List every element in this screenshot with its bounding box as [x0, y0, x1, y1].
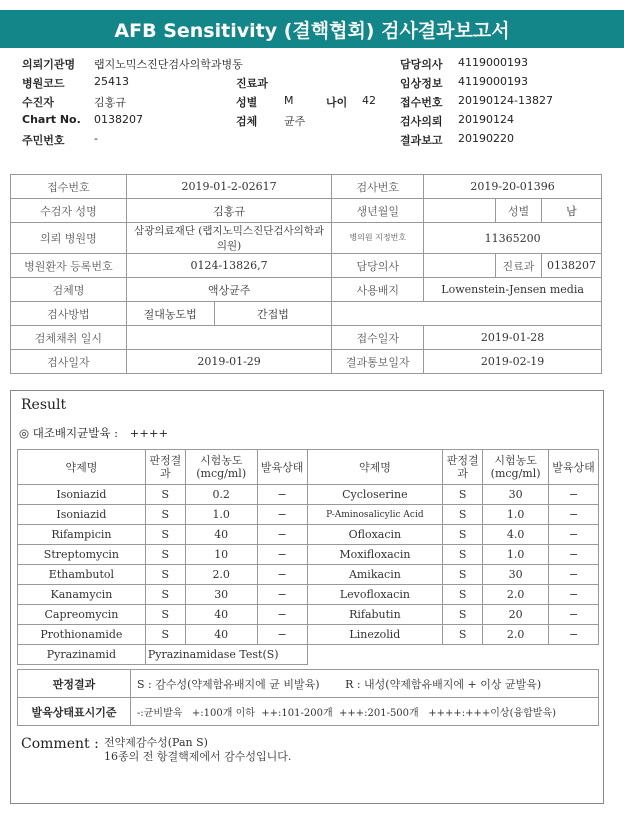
resident-no-label: 주민번호: [22, 134, 65, 147]
collection-value: [126, 326, 332, 350]
drug-left: Rifampicin: [18, 525, 146, 545]
growth-right: −: [549, 565, 599, 585]
clinical-info-value: 4119000193: [458, 75, 528, 88]
drug-left: Isoniazid: [18, 505, 146, 525]
drug-left: Ethambutol: [18, 565, 146, 585]
drug-susceptibility-table: [17, 449, 599, 665]
reported-value: 2019-02-19: [424, 350, 602, 374]
institution-label: 의뢰기관명: [22, 58, 76, 71]
judge-left: S: [145, 605, 185, 625]
age-value: 42: [362, 94, 376, 107]
growth-right: −: [549, 505, 599, 525]
judge-right: S: [443, 545, 483, 565]
growth-left: −: [257, 485, 307, 505]
drug-left: Capreomycin: [18, 605, 146, 625]
hospital-label: 의뢰 병원명: [11, 223, 127, 254]
conc-right: 1.0: [483, 545, 549, 565]
chart-no-value: 0138207: [94, 113, 143, 126]
receipt-no-value: 2019-01-2-02617: [126, 175, 332, 199]
conc-left: 40: [185, 525, 257, 545]
tested-label: 검사일자: [11, 350, 127, 374]
result-report-label: 결과보고: [400, 134, 443, 147]
drug-right: Cycloserine: [307, 485, 443, 505]
drug-row: [18, 505, 599, 525]
doctor-label: 담당의사: [332, 254, 424, 278]
conc-right: 4.0: [483, 525, 549, 545]
control-culture: [19, 425, 168, 441]
judge-left: S: [145, 525, 185, 545]
comment-line-2: 16종의 전 항결핵제에서 감수성입니다.: [104, 750, 292, 763]
department-label: 진료과: [236, 77, 268, 90]
medium-value: Lowenstein-Jensen media: [424, 278, 602, 302]
reported-label: 결과통보일자: [332, 350, 424, 374]
specimen-value: 균주: [284, 115, 306, 128]
drug-row: [18, 605, 599, 625]
sex-label: 성별: [236, 96, 258, 109]
drug-left: Isoniazid: [18, 485, 146, 505]
growth-left: −: [257, 585, 307, 605]
doctor-value: 4119000193: [458, 56, 528, 69]
receipt-no-value: 20190124-13827: [458, 94, 553, 107]
legend-judge-r: R : 내성(약제함유배지에 + 이상 균발육): [345, 677, 542, 691]
patient-info-table: [10, 174, 602, 374]
conc-right: 20: [483, 605, 549, 625]
growth-left: −: [257, 605, 307, 625]
drug-row: [18, 545, 599, 565]
legend-growth-value: -:균비발육 +:100개 이하 ++:101-200개 +++:201-500개 ++++:+++이상(융합발육): [131, 698, 599, 726]
dept-value: 0138207: [541, 254, 601, 278]
method-indirect: 간접법: [214, 302, 332, 326]
drug-row: [18, 485, 599, 505]
drug-right: Ofloxacin: [307, 525, 443, 545]
patient-reg-value: 0124-13826,7: [126, 254, 332, 278]
comment-line-1: 전약제감수성(Pan S): [104, 736, 208, 749]
drug-row: [18, 525, 599, 545]
growth-right: −: [549, 605, 599, 625]
hospital-code-label: 병의원 지정번호: [332, 223, 424, 254]
drug-row: [18, 585, 599, 605]
test-no-value: 2019-20-01396: [424, 175, 602, 199]
col-growth-left: 발육상태: [257, 450, 307, 485]
judge-left: S: [145, 625, 185, 645]
growth-right: −: [549, 585, 599, 605]
institution-value: 랩지노믹스진단검사의학과병동: [94, 58, 243, 71]
judge-right: S: [443, 525, 483, 545]
judge-right: S: [443, 585, 483, 605]
sex-value: 남: [541, 199, 601, 223]
drug-right: Levofloxacin: [307, 585, 443, 605]
doctor-label: 담당의사: [400, 58, 443, 71]
receipt-no-label: 접수번호: [11, 175, 127, 199]
conc-left: 2.0: [185, 565, 257, 585]
conc-left: 1.0: [185, 505, 257, 525]
birth-value: [424, 199, 496, 223]
hospital-code-label: 병원코드: [22, 77, 65, 90]
col-conc-right: 시험농도(mcg/ml): [483, 450, 549, 485]
drug-right: Amikacin: [307, 565, 443, 585]
legend-judge-label: 판정결과: [18, 670, 131, 698]
dept-label: 진료과: [496, 254, 542, 278]
judge-left: S: [145, 565, 185, 585]
specimen-label: 검체명: [11, 278, 127, 302]
growth-right: −: [549, 525, 599, 545]
sex-value: M: [284, 94, 294, 107]
patient-reg-label: 병원환자 등록번호: [11, 254, 127, 278]
medium-label: 사용배지: [332, 278, 424, 302]
result-report-value: 20190220: [458, 132, 514, 145]
conc-left: 0.2: [185, 485, 257, 505]
test-no-label: 검사번호: [332, 175, 424, 199]
specimen-value: 액상균주: [126, 278, 332, 302]
legend-table: [17, 669, 599, 726]
result-section: [10, 390, 604, 804]
pza-drug: Pyrazinamid: [18, 645, 146, 665]
patient-value: 김홍규: [94, 96, 126, 109]
name-label: 수검자 성명: [11, 199, 127, 223]
col-conc-left: 시험농도(mcg/ml): [185, 450, 257, 485]
received-label: 접수일자: [332, 326, 424, 350]
name-value: 김홍규: [126, 199, 332, 223]
control-culture-value: ++++: [129, 426, 169, 440]
drug-right: Linezolid: [307, 625, 443, 645]
conc-right: 30: [483, 565, 549, 585]
col-growth-right: 발육상태: [549, 450, 599, 485]
tested-value: 2019-01-29: [126, 350, 332, 374]
method-label: 검사방법: [11, 302, 127, 326]
legend-judge-values: [131, 670, 599, 698]
conc-right: 2.0: [483, 625, 549, 645]
resident-no-value: -: [94, 132, 98, 145]
conc-right: 2.0: [483, 585, 549, 605]
hospital-code-value: 25413: [94, 75, 129, 88]
legend-judge-s: S : 감수성(약제함유배지에 균 비발육): [137, 677, 320, 691]
chart-no-label: Chart No.: [22, 113, 81, 126]
growth-right: −: [549, 545, 599, 565]
legend-growth-label: 발육상태표시기준: [18, 698, 131, 726]
pza-test: Pyrazinamidase Test(S): [145, 645, 307, 665]
judge-right: S: [443, 625, 483, 645]
growth-left: −: [257, 525, 307, 545]
judge-right: S: [443, 565, 483, 585]
col-judge-left: 판정결과: [145, 450, 185, 485]
drug-row: [18, 625, 599, 645]
conc-left: 10: [185, 545, 257, 565]
test-request-value: 20190124: [458, 113, 514, 126]
conc-left: 30: [185, 585, 257, 605]
result-title: Result: [21, 397, 67, 413]
age-label: 나이: [326, 96, 348, 109]
judge-left: S: [145, 485, 185, 505]
growth-right: −: [549, 485, 599, 505]
conc-left: 40: [185, 625, 257, 645]
specimen-label: 검체: [236, 115, 258, 128]
drug-right: Moxifloxacin: [307, 545, 443, 565]
judge-left: S: [145, 585, 185, 605]
report-title: AFB Sensitivity (결핵협회) 검사결과보고서: [0, 10, 624, 48]
test-request-label: 검사의뢰: [400, 115, 443, 128]
clinical-info-label: 임상정보: [400, 77, 443, 90]
judge-left: S: [145, 545, 185, 565]
col-judge-right: 판정결과: [443, 450, 483, 485]
growth-left: −: [257, 505, 307, 525]
judge-right: S: [443, 485, 483, 505]
drug-right: P-Aminosalicylic Acid: [307, 505, 443, 525]
method-absolute: 절대농도법: [126, 302, 214, 326]
col-drug-right: 약제명: [307, 450, 443, 485]
received-value: 2019-01-28: [424, 326, 602, 350]
growth-left: −: [257, 565, 307, 585]
growth-right: −: [549, 625, 599, 645]
comment-label: Comment :: [21, 736, 99, 752]
judge-left: S: [145, 505, 185, 525]
growth-left: −: [257, 545, 307, 565]
birth-label: 생년월일: [332, 199, 424, 223]
control-culture-label: ◎ 대조배지균발육 :: [19, 426, 118, 440]
drug-right: Rifabutin: [307, 605, 443, 625]
drug-row: [18, 565, 599, 585]
drug-left: Prothionamide: [18, 625, 146, 645]
sex-label: 성별: [496, 199, 542, 223]
conc-right: 1.0: [483, 505, 549, 525]
conc-left: 40: [185, 605, 257, 625]
col-drug-left: 약제명: [18, 450, 146, 485]
judge-right: S: [443, 505, 483, 525]
growth-left: −: [257, 625, 307, 645]
receipt-no-label: 접수번호: [400, 96, 443, 109]
conc-right: 30: [483, 485, 549, 505]
doctor-value: [424, 254, 496, 278]
patient-label: 수진자: [22, 96, 54, 109]
collection-label: 검체채취 일시: [11, 326, 127, 350]
drug-left: Kanamycin: [18, 585, 146, 605]
judge-right: S: [443, 605, 483, 625]
hospital-code-value: 11365200: [424, 223, 602, 254]
drug-left: Streptomycin: [18, 545, 146, 565]
hospital-value: 삼광의료재단 (랩지노믹스진단검사의학과의원): [126, 223, 332, 254]
